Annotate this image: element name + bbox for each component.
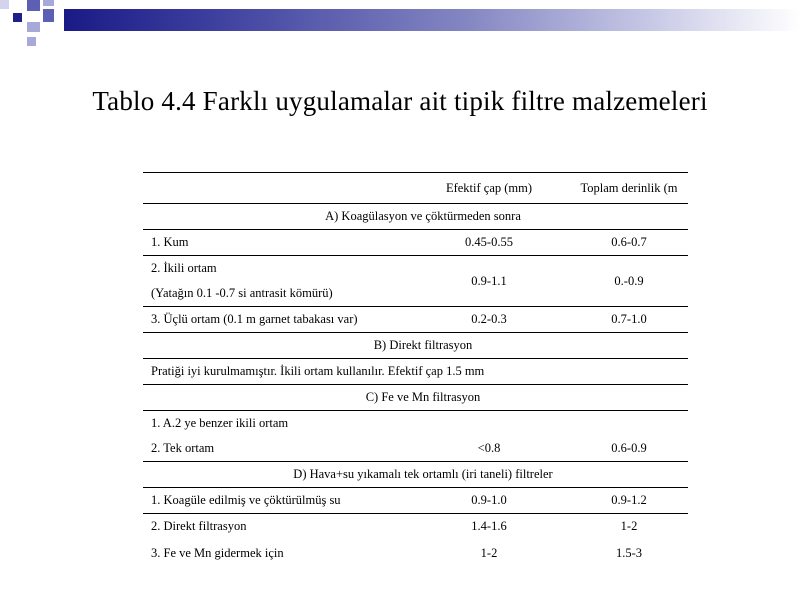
section-row-d bbox=[143, 462, 688, 488]
table-row bbox=[143, 256, 688, 307]
section-title-c: C) Fe ve Mn filtrasyon bbox=[143, 385, 688, 411]
decorative-square bbox=[27, 22, 40, 32]
table-row bbox=[143, 411, 688, 437]
row-note: Pratiği iyi kurulmamıştır. İkili ortam kullanılır. Efektif çap 1.5 mm bbox=[143, 359, 688, 385]
section-row-a bbox=[143, 204, 688, 230]
section-title-a: A) Koagülasyon ve çöktürmeden sonra bbox=[143, 204, 688, 230]
row-cap: <0.8 bbox=[477, 441, 501, 455]
row-derinlik: 0.6-0.7 bbox=[555, 230, 688, 256]
row-derinlik: 0.7-1.0 bbox=[555, 307, 688, 333]
row-cap: 0.9-1.1 bbox=[423, 256, 555, 307]
row-derinlik: 0.6-0.9 bbox=[611, 441, 647, 455]
table-row bbox=[143, 307, 688, 333]
decorative-square bbox=[43, 0, 54, 6]
header-toplam-derinlik: Toplam derinlik (m bbox=[555, 173, 688, 204]
row-label: 1. Koagüle edilmiş ve çöktürülmüş su bbox=[143, 488, 423, 514]
table-row bbox=[143, 436, 688, 462]
header-efektif-cap: Efektif çap (mm) bbox=[423, 173, 555, 204]
row-label: 3. Fe ve Mn gidermek için bbox=[143, 539, 423, 566]
table-row bbox=[143, 514, 688, 540]
row-label-multiline bbox=[143, 256, 423, 307]
row-cap: 1.4-1.6 bbox=[423, 514, 555, 540]
section-row-c bbox=[143, 385, 688, 411]
row-cap bbox=[423, 411, 555, 437]
row-label: 1. Kum bbox=[143, 230, 423, 256]
decorative-square bbox=[13, 13, 22, 22]
row-label: 3. Üçlü ortam (0.1 m garnet tabakası var) bbox=[143, 307, 423, 333]
table-header-row bbox=[143, 173, 688, 204]
decorative-gradient-bar bbox=[64, 9, 800, 31]
decorative-square bbox=[0, 0, 9, 9]
decorative-square bbox=[43, 9, 54, 22]
table-row bbox=[143, 359, 688, 385]
row-derinlik: 0.-0.9 bbox=[555, 256, 688, 307]
row-derinlik bbox=[555, 411, 688, 437]
row-label: 1. A.2 ye benzer ikili ortam bbox=[143, 411, 423, 437]
table-row bbox=[143, 539, 688, 566]
row-derinlik: 1-2 bbox=[555, 514, 688, 540]
row-label: 2. Direkt filtrasyon bbox=[143, 514, 423, 540]
row-derinlik: 0.9-1.2 bbox=[555, 488, 688, 514]
table-row bbox=[143, 230, 688, 256]
section-row-b bbox=[143, 333, 688, 359]
decorative-square bbox=[27, 0, 40, 11]
row-label: 2. İkili ortam bbox=[151, 261, 217, 275]
slide-title: Tablo 4.4 Farklı uygulamalar ait tipik filtre malzemeleri bbox=[92, 86, 708, 116]
section-title-b: B) Direkt filtrasyon bbox=[143, 333, 688, 359]
table-row bbox=[143, 488, 688, 514]
row-label-note: (Yatağın 0.1 -0.7 si antrasit kömürü) bbox=[151, 286, 333, 300]
filter-materials-table bbox=[143, 172, 688, 566]
row-label: 2. Tek ortam bbox=[151, 441, 215, 455]
row-cap: 0.9-1.0 bbox=[423, 488, 555, 514]
row-cap: 0.2-0.3 bbox=[423, 307, 555, 333]
decorative-square bbox=[27, 37, 36, 46]
row-cap: 1-2 bbox=[423, 539, 555, 566]
section-title-d: D) Hava+su yıkamalı tek ortamlı (iri taneli) filtreler bbox=[143, 462, 688, 488]
row-derinlik: 1.5-3 bbox=[555, 539, 688, 566]
row-cap: 0.45-0.55 bbox=[423, 230, 555, 256]
header-cell-empty bbox=[143, 173, 423, 204]
decorative-header bbox=[0, 0, 800, 50]
